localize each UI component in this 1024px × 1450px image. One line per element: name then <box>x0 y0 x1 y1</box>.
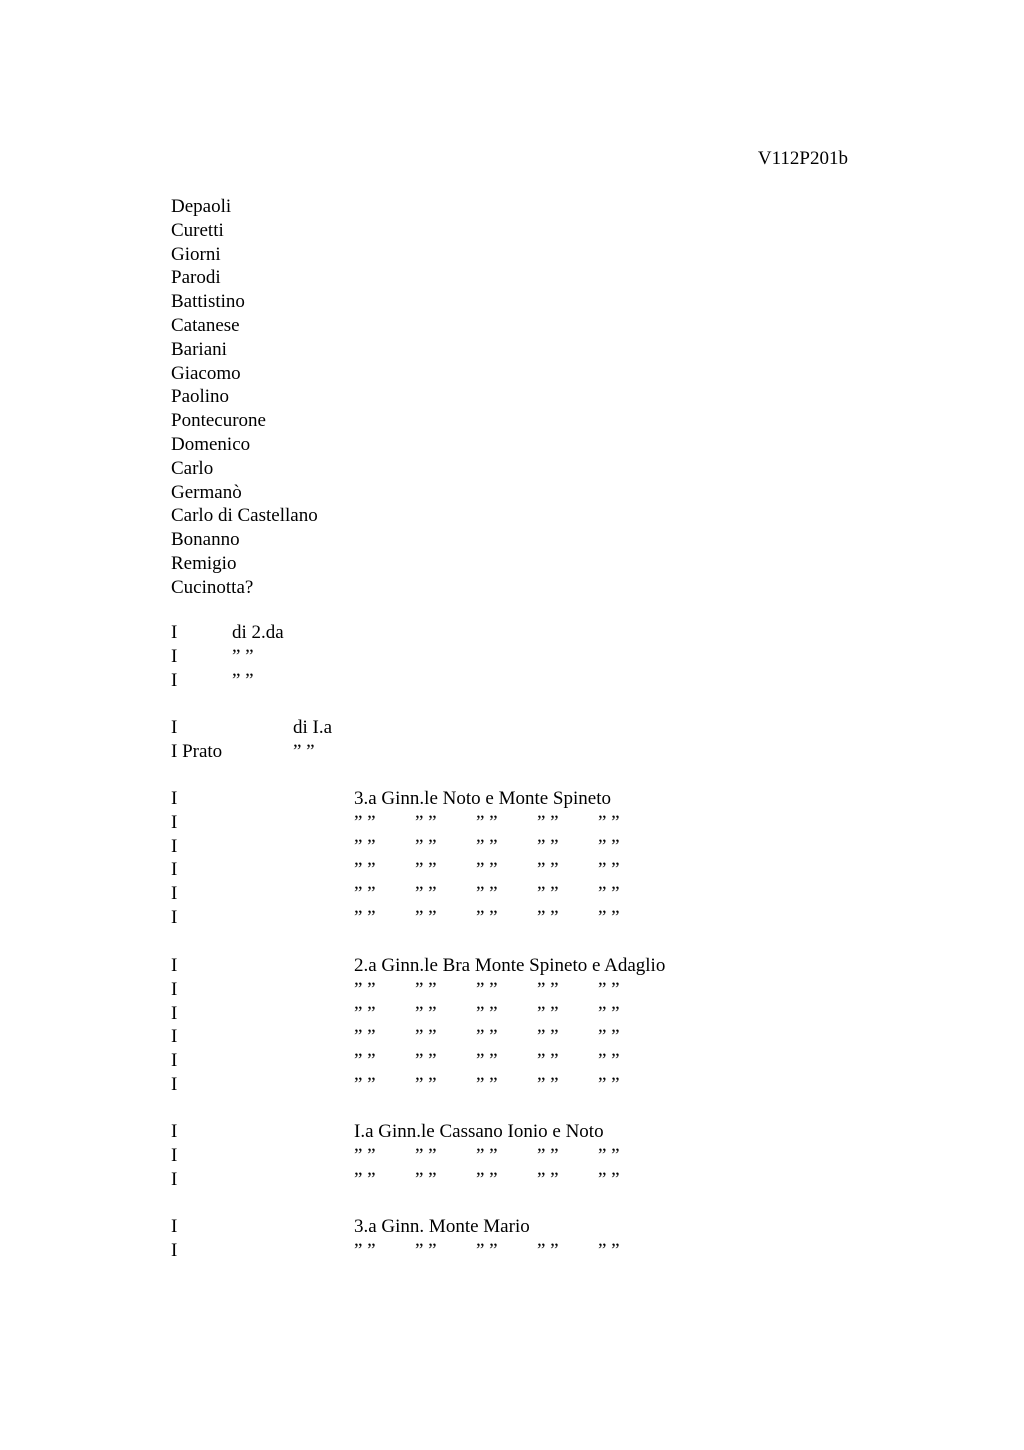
tally-mark: I <box>171 1073 178 1095</box>
class-label: ” ” <box>293 740 315 762</box>
class-label: ” ” <box>232 669 254 691</box>
ditto-mark: ” ” <box>415 1002 437 1024</box>
school-label: 2.a Ginn.le Bra Monte Spineto e Adaglio <box>354 955 666 976</box>
tally-mark: I Prato <box>171 740 223 762</box>
ditto-mark: ” ” <box>537 883 559 905</box>
name-entry: Carlo di Castellano <box>171 505 318 527</box>
ditto-mark: ” ” <box>598 978 620 1000</box>
school-label: 3.a Ginn. Monte Mario <box>354 1216 530 1237</box>
ditto-mark: ” ” <box>415 835 437 857</box>
ditto-mark: ” ” <box>476 1168 498 1190</box>
ditto-mark: ” ” <box>415 1073 437 1095</box>
ditto-mark: ” ” <box>598 859 620 881</box>
ditto-mark: ” ” <box>598 835 620 857</box>
tally-mark: I <box>171 1026 178 1048</box>
class-label: di 2.da <box>232 622 284 643</box>
name-entry: Giacomo <box>171 362 241 384</box>
ditto-mark: ” ” <box>476 1239 498 1261</box>
ditto-row <box>171 1239 871 1263</box>
ditto-mark: ” ” <box>598 1002 620 1024</box>
group-3a-ginnasio-noto <box>171 787 871 930</box>
tally-mark: I <box>171 1050 178 1072</box>
ditto-mark: ” ” <box>537 1050 559 1072</box>
group-di-1a <box>171 716 871 764</box>
class-label: ” ” <box>232 645 254 667</box>
ditto-mark: ” ” <box>415 1050 437 1072</box>
entry-row <box>171 716 871 740</box>
ditto-mark: ” ” <box>598 906 620 928</box>
group-2a-ginnasio-bra <box>171 954 871 1097</box>
ditto-mark: ” ” <box>476 1144 498 1166</box>
ditto-mark: ” ” <box>537 1002 559 1024</box>
ditto-mark: ” ” <box>415 1144 437 1166</box>
ditto-mark: ” ” <box>415 906 437 928</box>
tally-mark: I <box>171 1121 178 1142</box>
name-list <box>171 195 318 600</box>
name-entry: Depaoli <box>171 196 232 217</box>
tally-mark: I <box>171 1144 178 1166</box>
tally-mark: I <box>171 788 178 809</box>
ditto-mark: ” ” <box>537 835 559 857</box>
ditto-mark: ” ” <box>354 1073 376 1095</box>
ditto-mark: ” ” <box>537 1073 559 1095</box>
ditto-mark: ” ” <box>354 883 376 905</box>
ditto-row <box>171 978 871 1002</box>
ditto-mark: ” ” <box>476 1073 498 1095</box>
ditto-mark: ” ” <box>537 906 559 928</box>
ditto-mark: ” ” <box>537 978 559 1000</box>
name-entry: Battistino <box>171 291 245 313</box>
group-1a-ginnasio-cassano <box>171 1120 871 1191</box>
tally-mark: I <box>171 1168 178 1190</box>
name-entry: Domenico <box>171 433 251 455</box>
group-di-2da <box>171 621 871 692</box>
ditto-mark: ” ” <box>354 859 376 881</box>
tally-mark: I <box>171 859 178 881</box>
ditto-mark: ” ” <box>354 1239 376 1261</box>
ditto-row <box>171 1144 871 1168</box>
ditto-row <box>171 882 871 906</box>
ditto-mark: ” ” <box>415 1168 437 1190</box>
entry-row <box>171 669 871 693</box>
heading-row <box>171 954 871 978</box>
ditto-mark: ” ” <box>476 811 498 833</box>
name-entry: Giorni <box>171 243 221 265</box>
ditto-mark: ” ” <box>476 1050 498 1072</box>
ditto-mark: ” ” <box>415 1239 437 1261</box>
name-entry: Remigio <box>171 552 237 574</box>
ditto-mark: ” ” <box>354 906 376 928</box>
name-entry: Carlo <box>171 457 214 479</box>
ditto-mark: ” ” <box>415 1026 437 1048</box>
ditto-row <box>171 835 871 859</box>
tally-mark: I <box>171 717 178 738</box>
name-entry: Parodi <box>171 267 221 289</box>
ditto-mark: ” ” <box>598 1144 620 1166</box>
school-label: I.a Ginn.le Cassano Ionio e Noto <box>354 1121 604 1142</box>
ditto-mark: ” ” <box>354 1050 376 1072</box>
ditto-mark: ” ” <box>415 859 437 881</box>
heading-row <box>171 1215 871 1239</box>
ditto-mark: ” ” <box>354 1002 376 1024</box>
tally-mark: I <box>171 955 178 976</box>
tally-mark: I <box>171 669 178 691</box>
ditto-mark: ” ” <box>476 1002 498 1024</box>
tally-mark: I <box>171 645 178 667</box>
ditto-mark: ” ” <box>476 835 498 857</box>
ditto-mark: ” ” <box>537 1026 559 1048</box>
entry-row <box>171 740 871 764</box>
ditto-row <box>171 811 871 835</box>
ditto-mark: ” ” <box>415 883 437 905</box>
name-entry: Catanese <box>171 314 240 336</box>
school-label: 3.a Ginn.le Noto e Monte Spineto <box>354 788 611 809</box>
tally-mark: I <box>171 622 178 643</box>
ditto-mark: ” ” <box>598 1026 620 1048</box>
name-entry: Pontecurone <box>171 410 266 432</box>
ditto-row <box>171 858 871 882</box>
tally-mark: I <box>171 906 178 928</box>
ditto-mark: ” ” <box>537 1144 559 1166</box>
ditto-row <box>171 1002 871 1026</box>
ditto-row <box>171 1168 871 1192</box>
page-reference: V112P201b <box>757 148 848 169</box>
ditto-mark: ” ” <box>354 1026 376 1048</box>
tally-mark: I <box>171 811 178 833</box>
name-entry: Bonanno <box>171 529 240 551</box>
ditto-mark: ” ” <box>598 811 620 833</box>
tally-mark: I <box>171 835 178 857</box>
name-entry: Curetti <box>171 219 224 241</box>
ditto-mark: ” ” <box>598 1239 620 1261</box>
heading-row <box>171 787 871 811</box>
name-entry: Germanò <box>171 481 242 503</box>
ditto-mark: ” ” <box>476 883 498 905</box>
ditto-mark: ” ” <box>354 1168 376 1190</box>
name-entry: Bariani <box>171 338 227 360</box>
ditto-mark: ” ” <box>415 978 437 1000</box>
entry-row <box>171 621 871 645</box>
ditto-mark: ” ” <box>598 1050 620 1072</box>
ditto-mark: ” ” <box>537 1168 559 1190</box>
ditto-mark: ” ” <box>476 906 498 928</box>
ditto-mark: ” ” <box>476 1026 498 1048</box>
ditto-mark: ” ” <box>354 811 376 833</box>
ditto-mark: ” ” <box>476 859 498 881</box>
name-entry: Paolino <box>171 386 230 408</box>
class-label: di I.a <box>293 717 333 738</box>
ditto-mark: ” ” <box>537 1239 559 1261</box>
heading-row <box>171 1120 871 1144</box>
ditto-mark: ” ” <box>537 859 559 881</box>
ditto-row <box>171 1025 871 1049</box>
ditto-mark: ” ” <box>537 811 559 833</box>
ditto-mark: ” ” <box>598 1073 620 1095</box>
ditto-mark: ” ” <box>598 1168 620 1190</box>
tally-mark: I <box>171 1216 178 1237</box>
ditto-row <box>171 906 871 930</box>
ditto-mark: ” ” <box>598 883 620 905</box>
tally-mark: I <box>171 1239 178 1261</box>
tally-mark: I <box>171 883 178 905</box>
ditto-mark: ” ” <box>354 978 376 1000</box>
ditto-row <box>171 1049 871 1073</box>
ditto-mark: ” ” <box>354 835 376 857</box>
ditto-mark: ” ” <box>415 811 437 833</box>
ditto-mark: ” ” <box>354 1144 376 1166</box>
name-entry: Cucinotta? <box>171 576 254 598</box>
ditto-mark: ” ” <box>476 978 498 1000</box>
tally-mark: I <box>171 1002 178 1024</box>
tally-mark: I <box>171 978 178 1000</box>
group-3a-ginnasio-monte-mario <box>171 1215 871 1263</box>
ditto-row <box>171 1073 871 1097</box>
entry-row <box>171 645 871 669</box>
